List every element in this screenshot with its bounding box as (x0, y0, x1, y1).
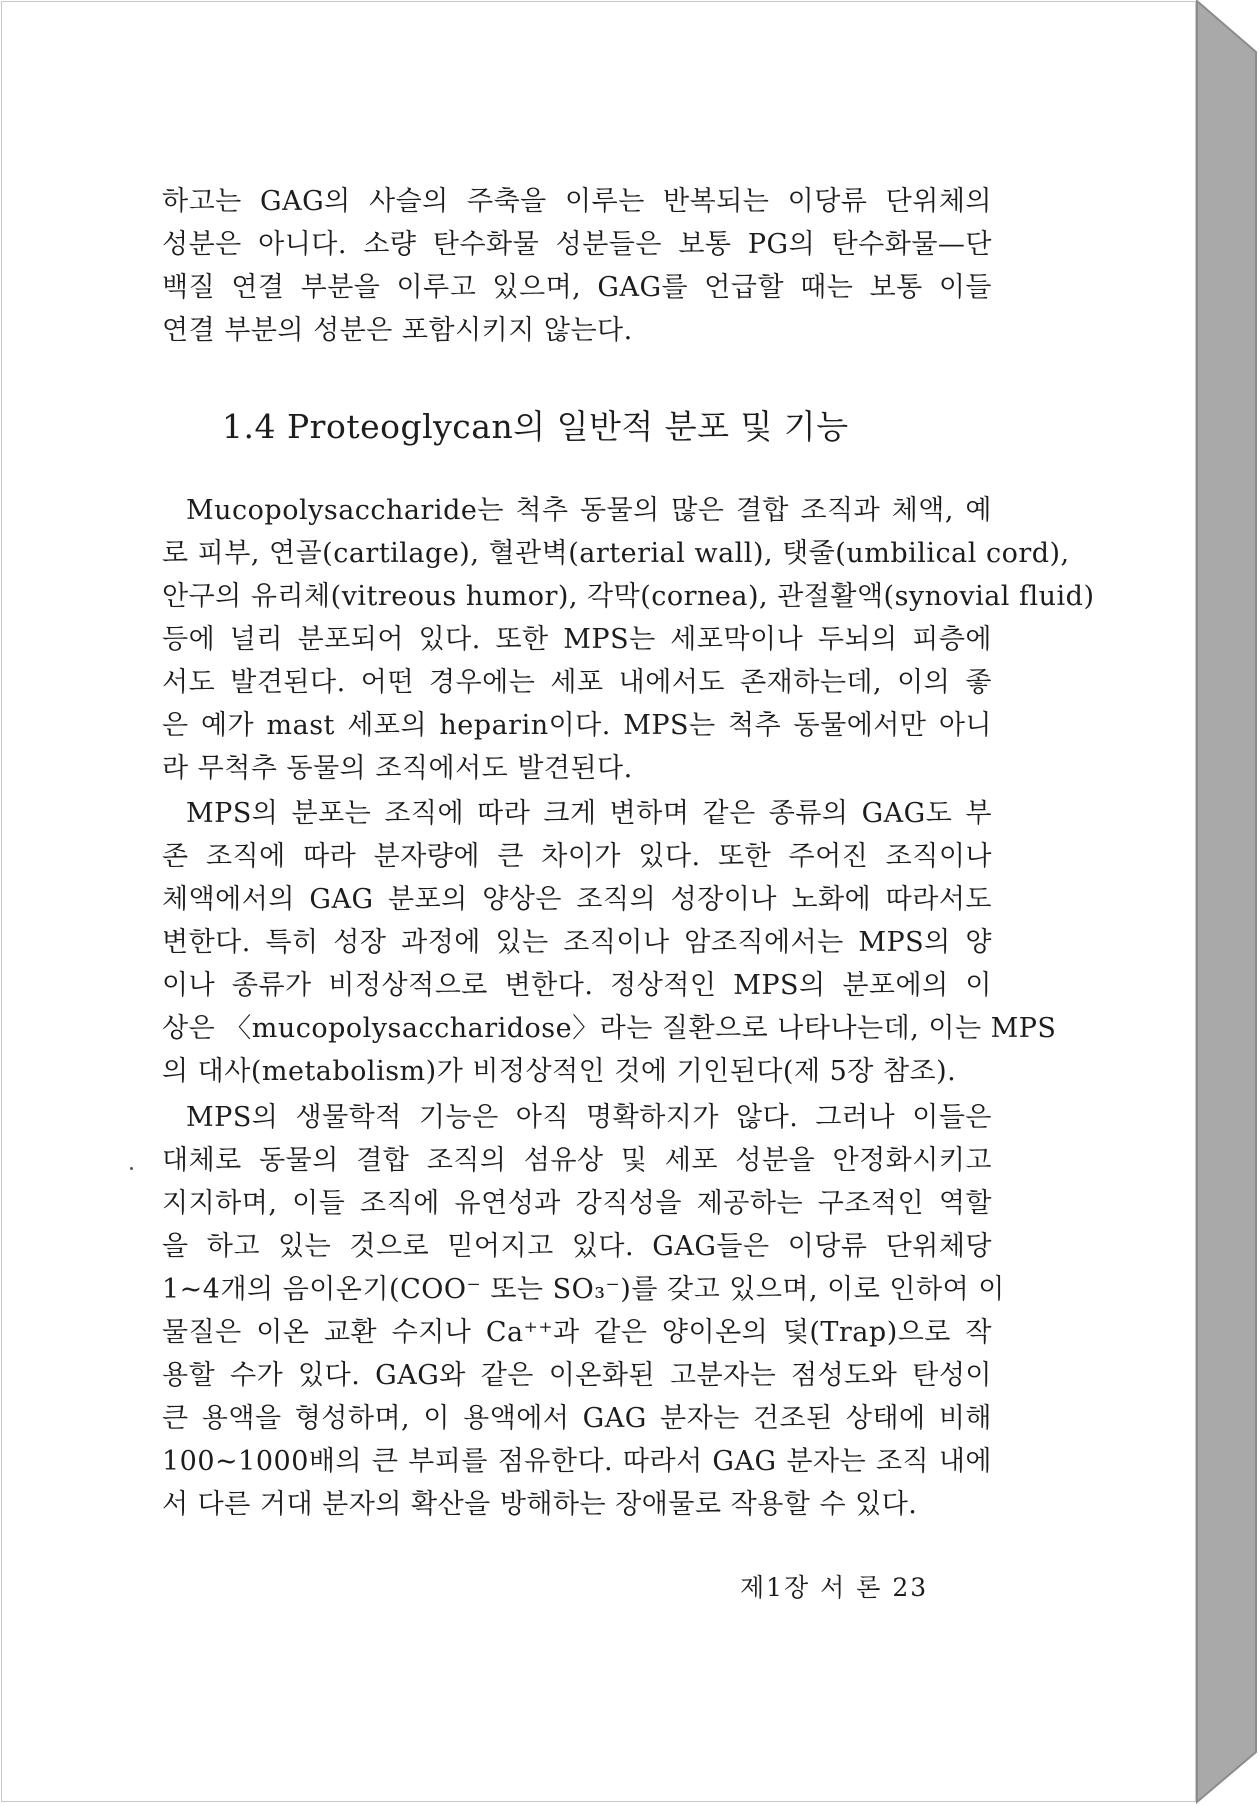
intro-paragraph (162, 180, 992, 352)
text-line: 의 대사(metabolism)가 비정상적인 것에 기인된다(제 5장 참조). (162, 1056, 957, 1087)
text-line: 체액에서의 GAG 분포의 양상은 조직의 성장이나 노화에 따라서도 (162, 884, 992, 915)
text-line: Mucopolysaccharide는 척추 동물의 많은 결합 조직과 체액, 예 (186, 495, 992, 526)
text-line: 서 다른 거대 분자의 확산을 방해하는 장애물로 작용할 수 있다. (162, 1489, 918, 1520)
text-line: 백질 연결 부분을 이루고 있으며, GAG를 언급할 때는 보통 이들 (162, 272, 992, 303)
text-line: 안구의 유리체(vitreous humor), 각막(cornea), 관절활액(synovial fluid) (162, 581, 1095, 612)
page-footer: 제1장 서 론 23 (740, 1573, 929, 1602)
text-line: 100~1000배의 큰 부피를 점유한다. 따라서 GAG 분자는 조직 내에 (162, 1446, 992, 1477)
document-page (1, 1, 1196, 1802)
text-line: 서도 발견된다. 어떤 경우에는 세포 내에서도 존재하는데, 이의 좋 (162, 667, 992, 698)
text-line: MPS의 생물학적 기능은 아직 명확하지가 않다. 그러나 이들은 (186, 1102, 992, 1133)
text-line: 하고는 GAG의 사슬의 주축을 이루는 반복되는 이당류 단위체의 (162, 186, 992, 217)
text-line: 지지하며, 이들 조직에 유연성과 강직성을 제공하는 구조적인 역할 (162, 1188, 992, 1219)
text-line: 변한다. 특히 성장 과정에 있는 조직이나 암조직에서는 MPS의 양 (162, 927, 992, 958)
text-line: 대체로 동물의 결합 조직의 섬유상 및 세포 성분을 안정화시키고 (162, 1145, 992, 1176)
text-line: 이나 종류가 비정상적으로 변한다. 정상적인 MPS의 분포에의 이 (162, 970, 992, 1001)
paragraph-function (162, 1096, 1005, 1526)
text-line: 연결 부분의 성분은 포함시키지 않는다. (162, 315, 633, 346)
paragraph-distribution (162, 489, 1095, 790)
text-line: 은 예가 mast 세포의 heparin이다. MPS는 척추 동물에서만 아니 (162, 710, 992, 741)
text-line: 용할 수가 있다. GAG와 같은 이온화된 고분자는 점성도와 탄성이 (162, 1360, 992, 1391)
text-line: 1~4개의 음이온기(COO⁻ 또는 SO₃⁻)를 갖고 있으며, 이로 인하여 이 (162, 1274, 1005, 1305)
text-line: 존 조직에 따라 분자량에 큰 차이가 있다. 또한 주어진 조직이나 (162, 841, 992, 872)
text-line: 등에 널리 분포되어 있다. 또한 MPS는 세포막이나 두뇌의 피층에 (162, 624, 992, 655)
text-line: 성분은 아니다. 소량 탄수화물 성분들은 보통 PG의 탄수화물—단 (162, 229, 992, 260)
text-line: 을 하고 있는 것으로 믿어지고 있다. GAG들은 이당류 단위체당 (162, 1231, 992, 1262)
text-line: MPS의 분포는 조직에 따라 크게 변하며 같은 종류의 GAG도 부 (186, 798, 992, 829)
text-line: 상은 〈mucopolysaccharidose〉라는 질환으로 나타나는데, 이는 MPS (162, 1013, 1057, 1044)
text-line: 로 피부, 연골(cartilage), 혈관벽(arterial wall), 탯줄(umbilical cord), (162, 538, 1070, 569)
section-heading: 1.4 Proteoglycan의 일반적 분포 및 기능 (222, 407, 849, 446)
scan-speck (130, 1167, 133, 1170)
text-line: 라 무척추 동물의 조직에서도 발견된다. (162, 753, 633, 784)
text-line: 큰 용액을 형성하며, 이 용액에서 GAG 분자는 건조된 상태에 비해 (162, 1403, 992, 1434)
text-line: 물질은 이온 교환 수지나 Ca⁺⁺과 같은 양이온의 덫(Trap)으로 작 (162, 1317, 992, 1348)
paragraph-variation (162, 792, 1057, 1093)
